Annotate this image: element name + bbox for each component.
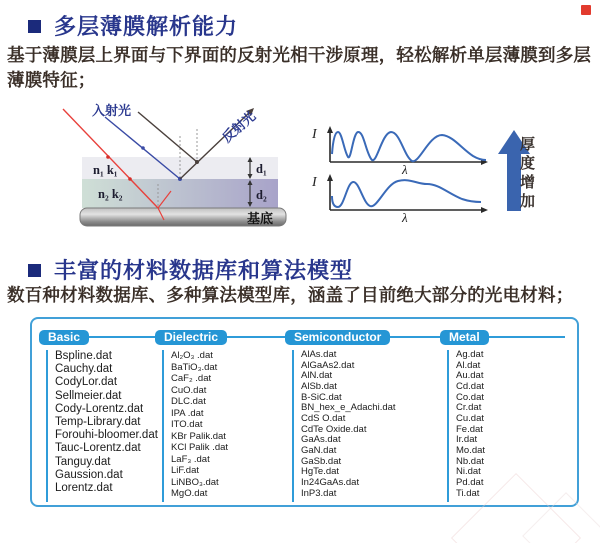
section1-bullet-icon: [28, 20, 41, 33]
material-file-item: CodyLor.dat: [55, 376, 118, 389]
film-stack-diagram: [18, 96, 298, 244]
spectrum-curve-thin-film: [332, 180, 481, 207]
material-file-item: CdTe Oxide.dat: [301, 423, 367, 435]
material-column-semiconductor: [292, 330, 440, 502]
material-file-item: GaAs.dat: [301, 434, 341, 446]
material-file-item: Forouhi-bloomer.dat: [55, 429, 158, 442]
d1-label: d₁: [256, 162, 267, 176]
material-file-item: Au.dat: [456, 370, 484, 382]
material-file-item: AlN.dat: [301, 370, 333, 382]
spectrum-curve-thick-film: [332, 132, 486, 161]
material-file-item: InP3.dat: [301, 487, 337, 499]
material-file-item: KBr Palik.dat: [171, 430, 226, 442]
material-file-item: Al.dat: [456, 359, 481, 371]
material-file-item: Cd.dat: [456, 380, 484, 392]
material-file-item: LaF₃ .dat: [171, 453, 210, 465]
material-file-item: GaN.dat: [301, 444, 337, 456]
material-file-item: Fe.dat: [456, 423, 483, 435]
material-column-basic: [46, 330, 158, 502]
reflected-light-label: 反射光: [219, 108, 259, 146]
ray-dot: [128, 177, 132, 181]
material-category-chip: Semiconductor: [285, 330, 390, 345]
material-file-item: CaF₂ .dat: [171, 373, 212, 384]
material-file-item: Gaussion.dat: [55, 468, 123, 481]
material-file-item: CdS O.dat: [301, 412, 346, 424]
material-file-item: Cu.dat: [456, 412, 484, 424]
ray-dot: [141, 146, 145, 150]
section1-body: 基于薄膜层上界面与下界面的反射光相干涉原理，轻松解析单层薄膜到多层薄膜特征；: [7, 45, 592, 90]
material-category-chip: Basic: [39, 330, 89, 345]
arrowhead: [327, 126, 333, 133]
d2-label: d₂: [256, 188, 267, 202]
material-file-item: Cauchy.dat: [55, 363, 113, 376]
section2-title: 丰富的材料数据库和算法模型: [54, 258, 354, 283]
material-file-list: [46, 350, 158, 502]
material-file-item: Lorentz.dat: [55, 482, 113, 495]
material-file-item: Al₂O₃ .dat: [171, 350, 213, 361]
material-file-item: DLC.dat: [171, 396, 206, 407]
plot1-x-label: λ: [402, 162, 408, 177]
corner-marker-icon: [581, 5, 591, 15]
material-file-item: Cr.dat: [456, 402, 482, 414]
section2-bullet-icon: [28, 264, 41, 277]
material-file-item: Sellmeier.dat: [55, 389, 122, 402]
material-column-metal: [447, 330, 559, 502]
material-file-item: LiNBO₃.dat: [171, 476, 219, 488]
layer1-nk-label: n₁ k₁: [93, 163, 118, 177]
section2-body: 数百种材料数据库、多种算法模型库，涵盖了目前绝大部分的光电材料；: [7, 285, 574, 305]
materials-table: [30, 317, 579, 507]
material-column-dielectric: [162, 330, 282, 502]
material-file-item: Nb.dat: [456, 455, 484, 467]
material-file-item: ITO.dat: [171, 419, 203, 430]
material-file-item: Mo.dat: [456, 444, 486, 456]
material-file-item: Tanguy.dat: [55, 455, 111, 468]
material-file-item: AlSb.dat: [301, 380, 337, 392]
material-file-item: Cody-Lorentz.dat: [55, 402, 144, 415]
material-category-chip: Metal: [440, 330, 489, 345]
material-category-chip: Dielectric: [155, 330, 227, 345]
material-file-item: GaSb.dat: [301, 455, 342, 467]
plot1-y-label: I: [312, 127, 317, 142]
material-file-list: [447, 350, 559, 502]
material-file-item: Ni.dat: [456, 466, 481, 478]
spectra-plots: [300, 120, 495, 235]
thickness-increase-label: 厚度增加: [518, 136, 535, 212]
material-file-item: Ti.dat: [456, 487, 480, 499]
material-file-item: Ir.dat: [456, 434, 478, 446]
material-file-item: In24GaAs.dat: [301, 476, 360, 488]
material-file-item: Tauc-Lorentz.dat: [55, 442, 141, 455]
material-file-item: HgTe.dat: [301, 466, 340, 478]
material-file-item: Pd.dat: [456, 476, 484, 488]
substrate-label: 基底: [246, 211, 273, 226]
material-file-item: Ag.dat: [456, 349, 484, 360]
material-file-item: BaTiO₃.dat: [171, 361, 218, 373]
material-file-item: MgO.dat: [171, 488, 208, 499]
material-file-item: Co.dat: [456, 391, 484, 403]
material-file-item: LiF.dat: [171, 465, 199, 476]
material-file-item: BN_hex_e_Adachi.dat: [301, 402, 396, 414]
arrowhead: [327, 174, 333, 181]
dark-incident-ray: [138, 112, 197, 162]
material-file-item: AlAs.dat: [301, 349, 337, 360]
incident-light-label: 入射光: [92, 103, 132, 118]
plot2-y-label: I: [312, 175, 317, 190]
material-file-item: B-SiC.dat: [301, 391, 342, 403]
material-file-item: KCl Palik .dat: [171, 442, 229, 453]
layer2-nk-label: n₂ k₂: [98, 187, 123, 201]
ray-dot: [106, 155, 110, 159]
material-file-list: [162, 350, 282, 502]
material-file-item: Bspline.dat: [55, 350, 112, 362]
material-file-item: Temp-Library.dat: [55, 416, 141, 429]
material-file-list: [292, 350, 440, 502]
material-file-item: IPA .dat: [171, 407, 204, 419]
plot2-x-label: λ: [402, 210, 408, 225]
material-file-item: CuO.dat: [171, 384, 207, 396]
material-file-item: AlGaAs2.dat: [301, 359, 355, 371]
section1-title: 多层薄膜解析能力: [54, 14, 239, 39]
arrowhead: [481, 207, 488, 213]
